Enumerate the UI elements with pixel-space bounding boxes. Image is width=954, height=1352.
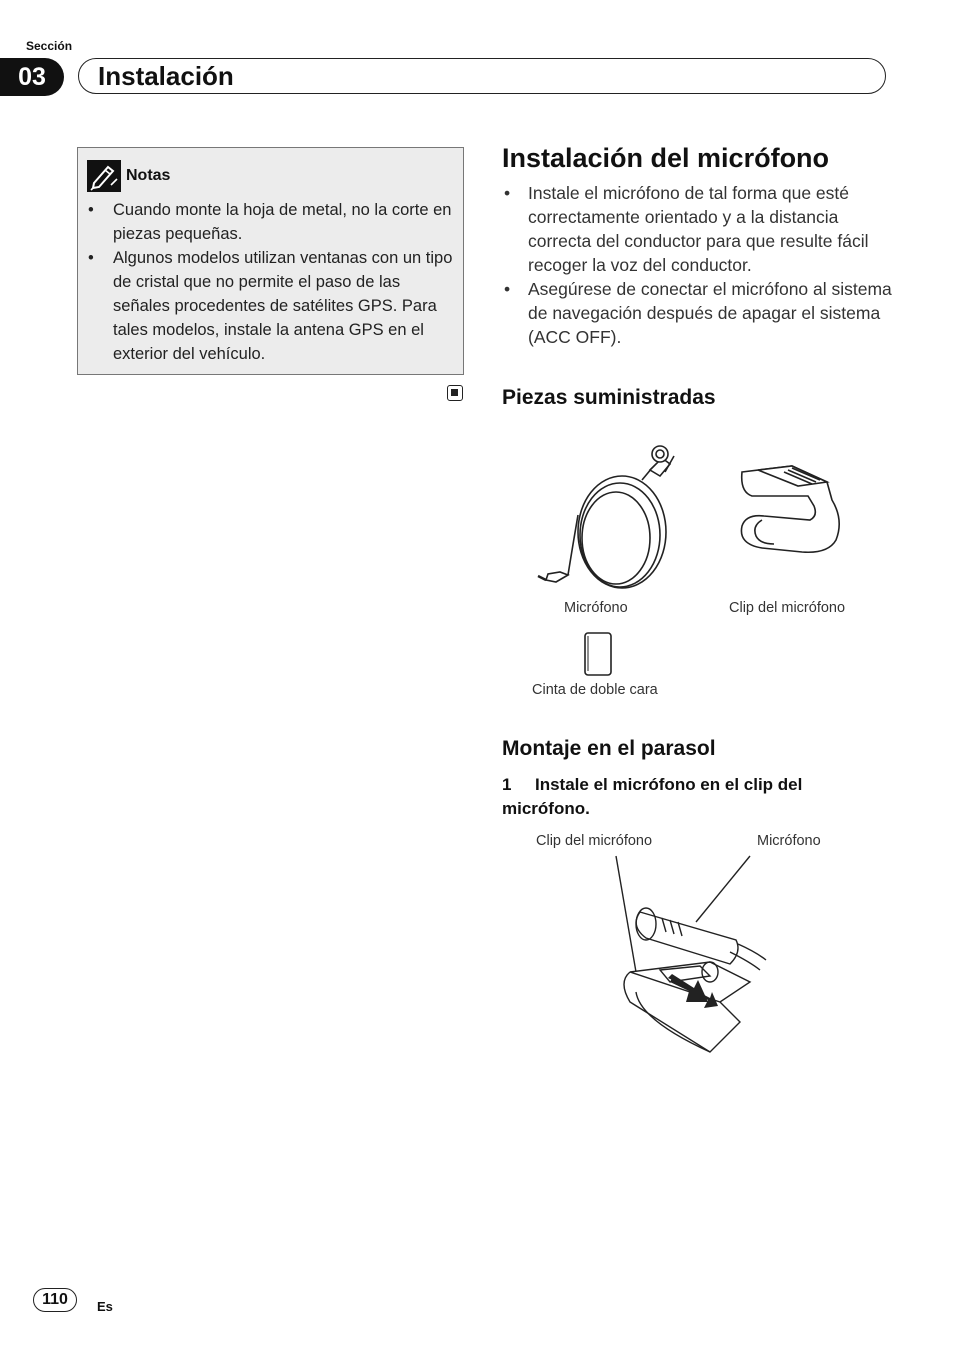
language-label: Es [97,1299,113,1314]
callout-microphone: Micrófono [757,833,821,849]
mount-illustration [600,852,780,1062]
caption-double-sided-tape: Cinta de doble cara [532,682,658,698]
page-title: Instalación [98,61,234,91]
callout-clip: Clip del micrófono [536,833,653,849]
step-number: 1 [502,775,512,794]
caption-microphone-clip: Clip del micrófono [729,600,846,616]
page-number: 110 [33,1288,77,1312]
step-text: Instale el micrófono en el clip del micrófono. [502,775,803,818]
main-heading: Instalación del micrófono [502,143,830,173]
parts-heading: Piezas suministradas [502,386,716,409]
section-end-mark-icon [447,385,463,401]
pencil-note-icon [87,160,121,192]
notes-title: Notas [126,167,171,184]
double-sided-tape-illustration [582,631,614,677]
list-item: • Algunos modelos utilizan ventanas con un tipo de cristal que no permite el paso de las señales procedentes de satélites GPS. Para tales modelos, instale la antena GPS en el exterior del vehículo. [88,246,458,366]
main-bullet-list [504,181,894,349]
notes-list [88,198,458,366]
list-item: • Instale el micrófono de tal forma que esté correctamente orientado y a la distancia correcta del conductor para que resulte fácil recoger la voz del conductor. [504,181,894,277]
section-label: Sección [26,39,73,53]
list-item: • Asegúrese de conectar el micrófono al sistema de navegación después de apagar el sistema (ACC OFF). [504,277,894,349]
list-item: • Cuando monte la hoja de metal, no la corte en piezas pequeñas. [88,198,458,246]
section-number-badge: 03 [0,58,64,96]
caption-microphone: Micrófono [564,600,628,616]
mount-heading: Montaje en el parasol [502,737,716,760]
microphone-clip-illustration [732,460,852,560]
microphone-illustration [520,440,680,590]
